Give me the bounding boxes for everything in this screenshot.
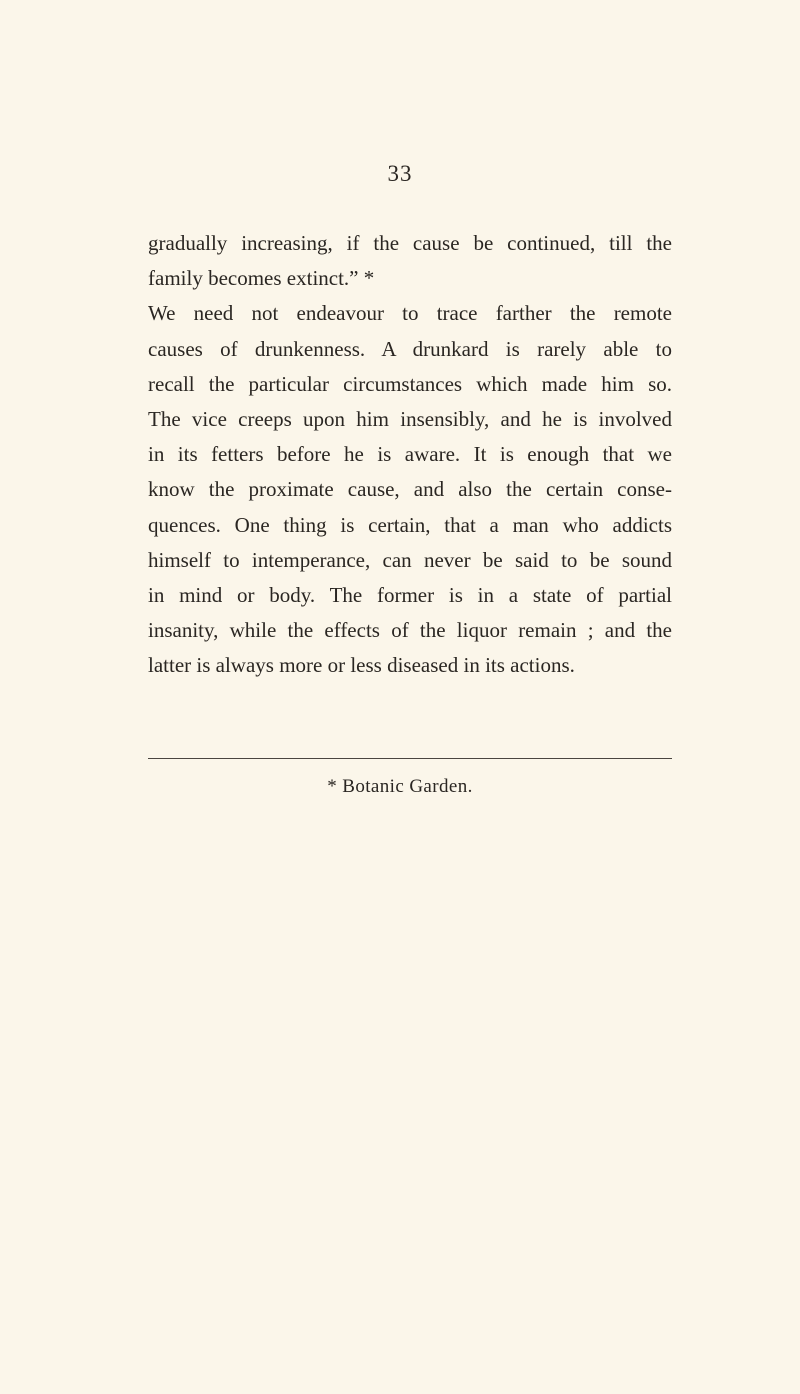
text-line: insanity, while the effects of the liquor remain ; and the — [148, 618, 672, 643]
body-text — [148, 226, 672, 683]
text-line: causes of drunkenness. A drunkard is rarely able to — [148, 336, 672, 361]
text-line: quences. One thing is certain, that a man who addicts — [148, 512, 672, 537]
footnote-divider — [148, 758, 672, 759]
text-line: family becomes extinct.” * — [148, 266, 375, 291]
text-line: The vice creeps upon him insensibly, and he is involved — [148, 406, 672, 431]
text-line: know the proximate cause, and also the certain conse- — [148, 477, 672, 502]
text-line: We need not endeavour to trace farther the remote — [148, 301, 672, 326]
text-line: himself to intemperance, can never be said to be sound — [148, 547, 672, 572]
page-number: 33 — [387, 161, 413, 186]
text-line: in its fetters before he is aware. It is enough that we — [148, 442, 672, 467]
text-line: gradually increasing, if the cause be continued, till the — [148, 231, 672, 255]
text-line: recall the particular circumstances which made him so. — [148, 371, 672, 396]
text-line: latter is always more or less diseased in its actions. — [148, 653, 575, 678]
text-line: in mind or body. The former is in a state of partial — [148, 582, 672, 607]
footnote: * Botanic Garden. — [327, 776, 473, 797]
